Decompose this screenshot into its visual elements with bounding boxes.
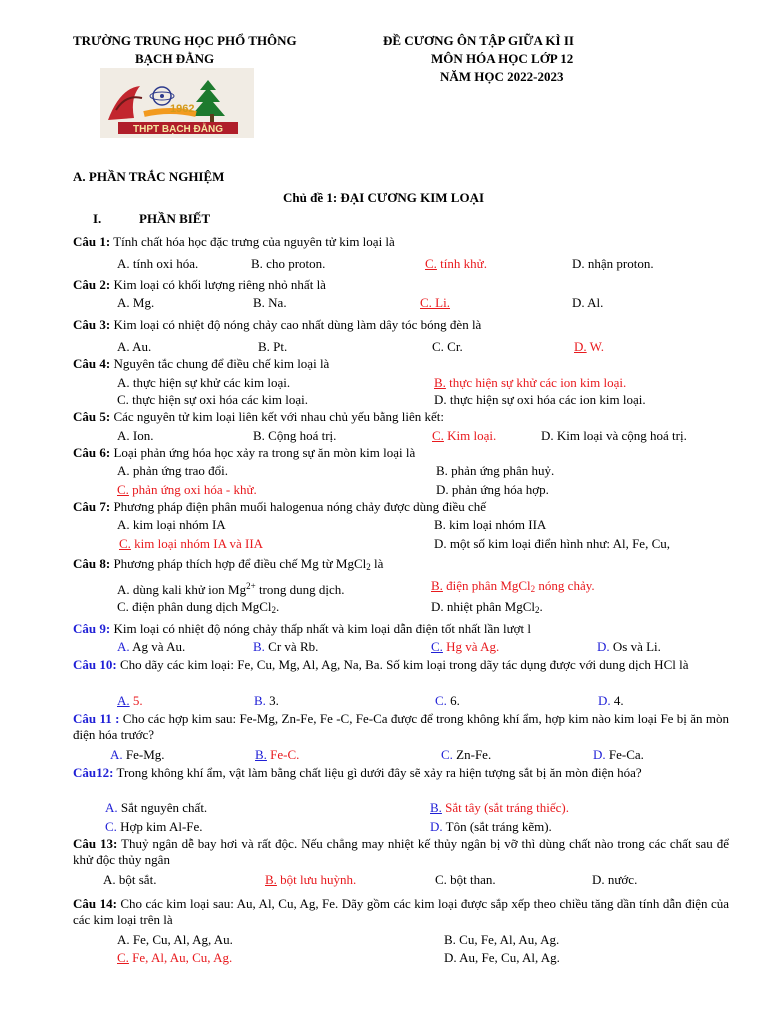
q3-option-d-answer: D. W. [574,339,604,354]
q6-option-a: A. phản ứng trao đổi. [117,463,229,478]
q2-option-a: A. Mg. [117,295,155,310]
q12-option-c: C. Hợp kim Al-Fe. [105,819,203,834]
q8-option-a: A. dùng kali khử ion $Mg^{2+}$ trong dung dịch. [117,581,345,597]
logo-year: 1962 [170,103,195,115]
q8-option-d: D. nhiệt phân MgCl$_2$. [431,599,543,615]
q9-option-d: D. Os và Li. [597,639,661,654]
q9-option-b: B. Cr và Rb. [253,639,319,654]
q13-option-d: D. nước. [592,872,638,887]
question-7: Câu 7: Phương pháp điện phân muối halogenua nóng chảy được dùng điều chế [73,499,487,514]
q6-option-c-answer: C. phản ứng oxi hóa - khử. [117,482,257,497]
subject-title: MÔN HÓA HỌC LỚP 12 [431,51,574,66]
question-1: Câu 1: Tính chất hóa học đặc trưng của nguyên tử kim loại là [73,234,395,249]
q11-option-b-answer: B. Fe-C. [255,747,300,762]
q7-option-d: D. một số kim loại điển hình như: Al, Fe, Cu, [434,536,670,551]
question-2: Câu 2: Kim loại có khối lượng riêng nhỏ nhất là [73,277,326,292]
q1-option-a: A. tính oxi hóa. [117,256,199,271]
q12-option-d: D. Tôn (sắt tráng kẽm). [430,819,552,834]
part-number: I. [93,211,102,226]
q12-option-a: A. Sắt nguyên chất. [105,800,208,815]
q14-option-a: A. Fe, Cu, Al, Ag, Au. [117,932,233,947]
q2-option-d: D. Al. [572,295,604,310]
q3-option-c: C. Cr. [432,339,463,354]
q1-option-c-answer: C. tính khử. [425,256,487,271]
school-logo-graphic [100,68,254,138]
logo-caption: THPT BẠCH ĐẰNG [133,124,223,135]
question-5: Câu 5: Các nguyên tử kim loại liên kết với nhau chủ yếu bằng liên kết: [73,409,444,424]
q5-option-d: D. Kim loại và cộng hoá trị. [541,428,687,443]
q6-option-d: D. phản ứng hóa hợp. [436,482,549,497]
question-4: Câu 4: Nguyên tắc chung để điều chế kim loại là [73,356,330,371]
q7-option-a: A. kim loại nhóm IA [117,517,226,532]
question-13: Câu 13: Thuỷ ngân dễ bay hơi và rất độc. Nếu chẳng may nhiệt kế thủy ngân bị vỡ thì dùng chất nào trong các chất sau để khử độc thủy ngân [73,836,729,867]
q9-option-c-answer: C. Hg và Ag. [431,639,500,654]
doc-title: ĐỀ CƯƠNG ÔN TẬP GIỮA KÌ II [383,33,574,48]
school-name-line2: BẠCH ĐẰNG [135,51,215,66]
question-9: Câu 9: Kim loại có nhiệt độ nóng chảy thấp nhất và kim loại dẫn điện tốt nhất lần lượt l [73,621,532,636]
q13-option-a: A. bột sắt. [103,872,157,887]
q7-option-b: B. kim loại nhóm IIA [434,517,547,532]
q5-option-c-answer: C. Kim loại. [432,428,497,443]
q14-option-b: B. Cu, Fe, Al, Au, Ag. [444,932,560,947]
q2-option-b: B. Na. [253,295,287,310]
q10-option-a-answer: A. 5. [117,693,143,708]
q10-option-d: D. 4. [598,693,624,708]
q7-option-c-answer: C. kim loại nhóm IA và IIA [119,536,264,551]
q2-option-c-answer: C. Li. [420,295,450,310]
q9-option-a: A. Ag và Au. [117,639,186,654]
q10-option-c: C. 6. [435,693,460,708]
question-8: Câu 8: Phương pháp thích hợp để điều chế Mg từ MgCl$_2$ là [73,556,384,572]
q5-option-a: A. Ion. [117,428,154,443]
question-6: Câu 6: Loại phản ứng hóa học xảy ra trong sự ăn mòn kim loại là [73,445,416,460]
q13-option-c: C. bột than. [435,872,496,887]
q11-option-c: C. Zn-Fe. [441,747,492,762]
q1-option-b: B. cho proton. [251,256,326,271]
q10-option-b: B. 3. [254,693,279,708]
q13-option-b-answer: B. bột lưu huỳnh. [265,872,357,887]
q11-option-d: D. Fe-Ca. [593,747,644,762]
q5-option-b: B. Cộng hoá trị. [253,428,337,443]
q3-option-b: B. Pt. [258,339,288,354]
question-10: Câu 10: Cho dãy các kim loại: Fe, Cu, Mg, Al, Ag, Na, Ba. Số kim loại trong dãy tác dụng được với dung dịch HCl là [73,657,689,672]
q4-option-a: A. thực hiện sự khử các kim loại. [117,375,291,390]
q1-option-d: D. nhận proton. [572,256,654,271]
q3-option-a: A. Au. [117,339,152,354]
part-title: PHẦN BIẾT [139,211,211,226]
q14-option-c-answer: C. Fe, Al, Au, Cu, Ag. [117,950,233,965]
question-3: Câu 3: Kim loại có nhiệt độ nóng chảy cao nhất dùng làm dây tóc bóng đèn là [73,317,482,332]
q4-option-d: D. thực hiện sự oxi hóa các ion kim loại. [434,392,646,407]
question-12: Câu12: Trong không khí ẩm, vật làm bằng chất liệu gì dưới đây sẽ xảy ra hiện tượng sắt bị ăn mòn điện hóa? [73,765,642,780]
topic-heading: Chủ đề 1: ĐẠI CƯƠNG KIM LOẠI [283,190,485,205]
school-name-line1: TRƯỜNG TRUNG HỌC PHỔ THÔNG [73,33,297,48]
q14-option-d: D. Au, Fe, Cu, Al, Ag. [444,950,560,965]
q4-option-c: C. thực hiện sự oxi hóa các kim loại. [117,392,308,407]
q11-option-a: A. Fe-Mg. [110,747,165,762]
section-heading: A. PHẦN TRẮC NGHIỆM [73,169,225,184]
school-year: NĂM HỌC 2022-2023 [440,69,564,84]
school-logo [100,68,254,138]
question-11: Câu 11 : Cho các hợp kim sau: Fe-Mg, Zn-Fe, Fe -C, Fe-Ca được để trong không khí ẩm, hợp kim nào kim loại Fe bị ăn mòn điện hóa trước? [73,711,729,742]
q6-option-b: B. phản ứng phân huỷ. [436,463,555,478]
q4-option-b-answer: B. thực hiện sự khử các ion kim loại. [434,375,627,390]
q8-option-c: C. điện phân dung dịch MgCl$_2$. [117,599,280,615]
question-14: Câu 14: Cho các kim loại sau: Au, Al, Cu, Ag, Fe. Dãy gồm các kim loại được sắp xếp theo chiều tăng dần tính dẫn điện của các kim loại trên là [73,896,729,927]
q8-option-b-answer: B. điện phân MgCl$_2$ nóng chảy. [431,578,595,594]
q12-option-b-answer: B. Sắt tây (sắt tráng thiếc). [430,800,569,815]
